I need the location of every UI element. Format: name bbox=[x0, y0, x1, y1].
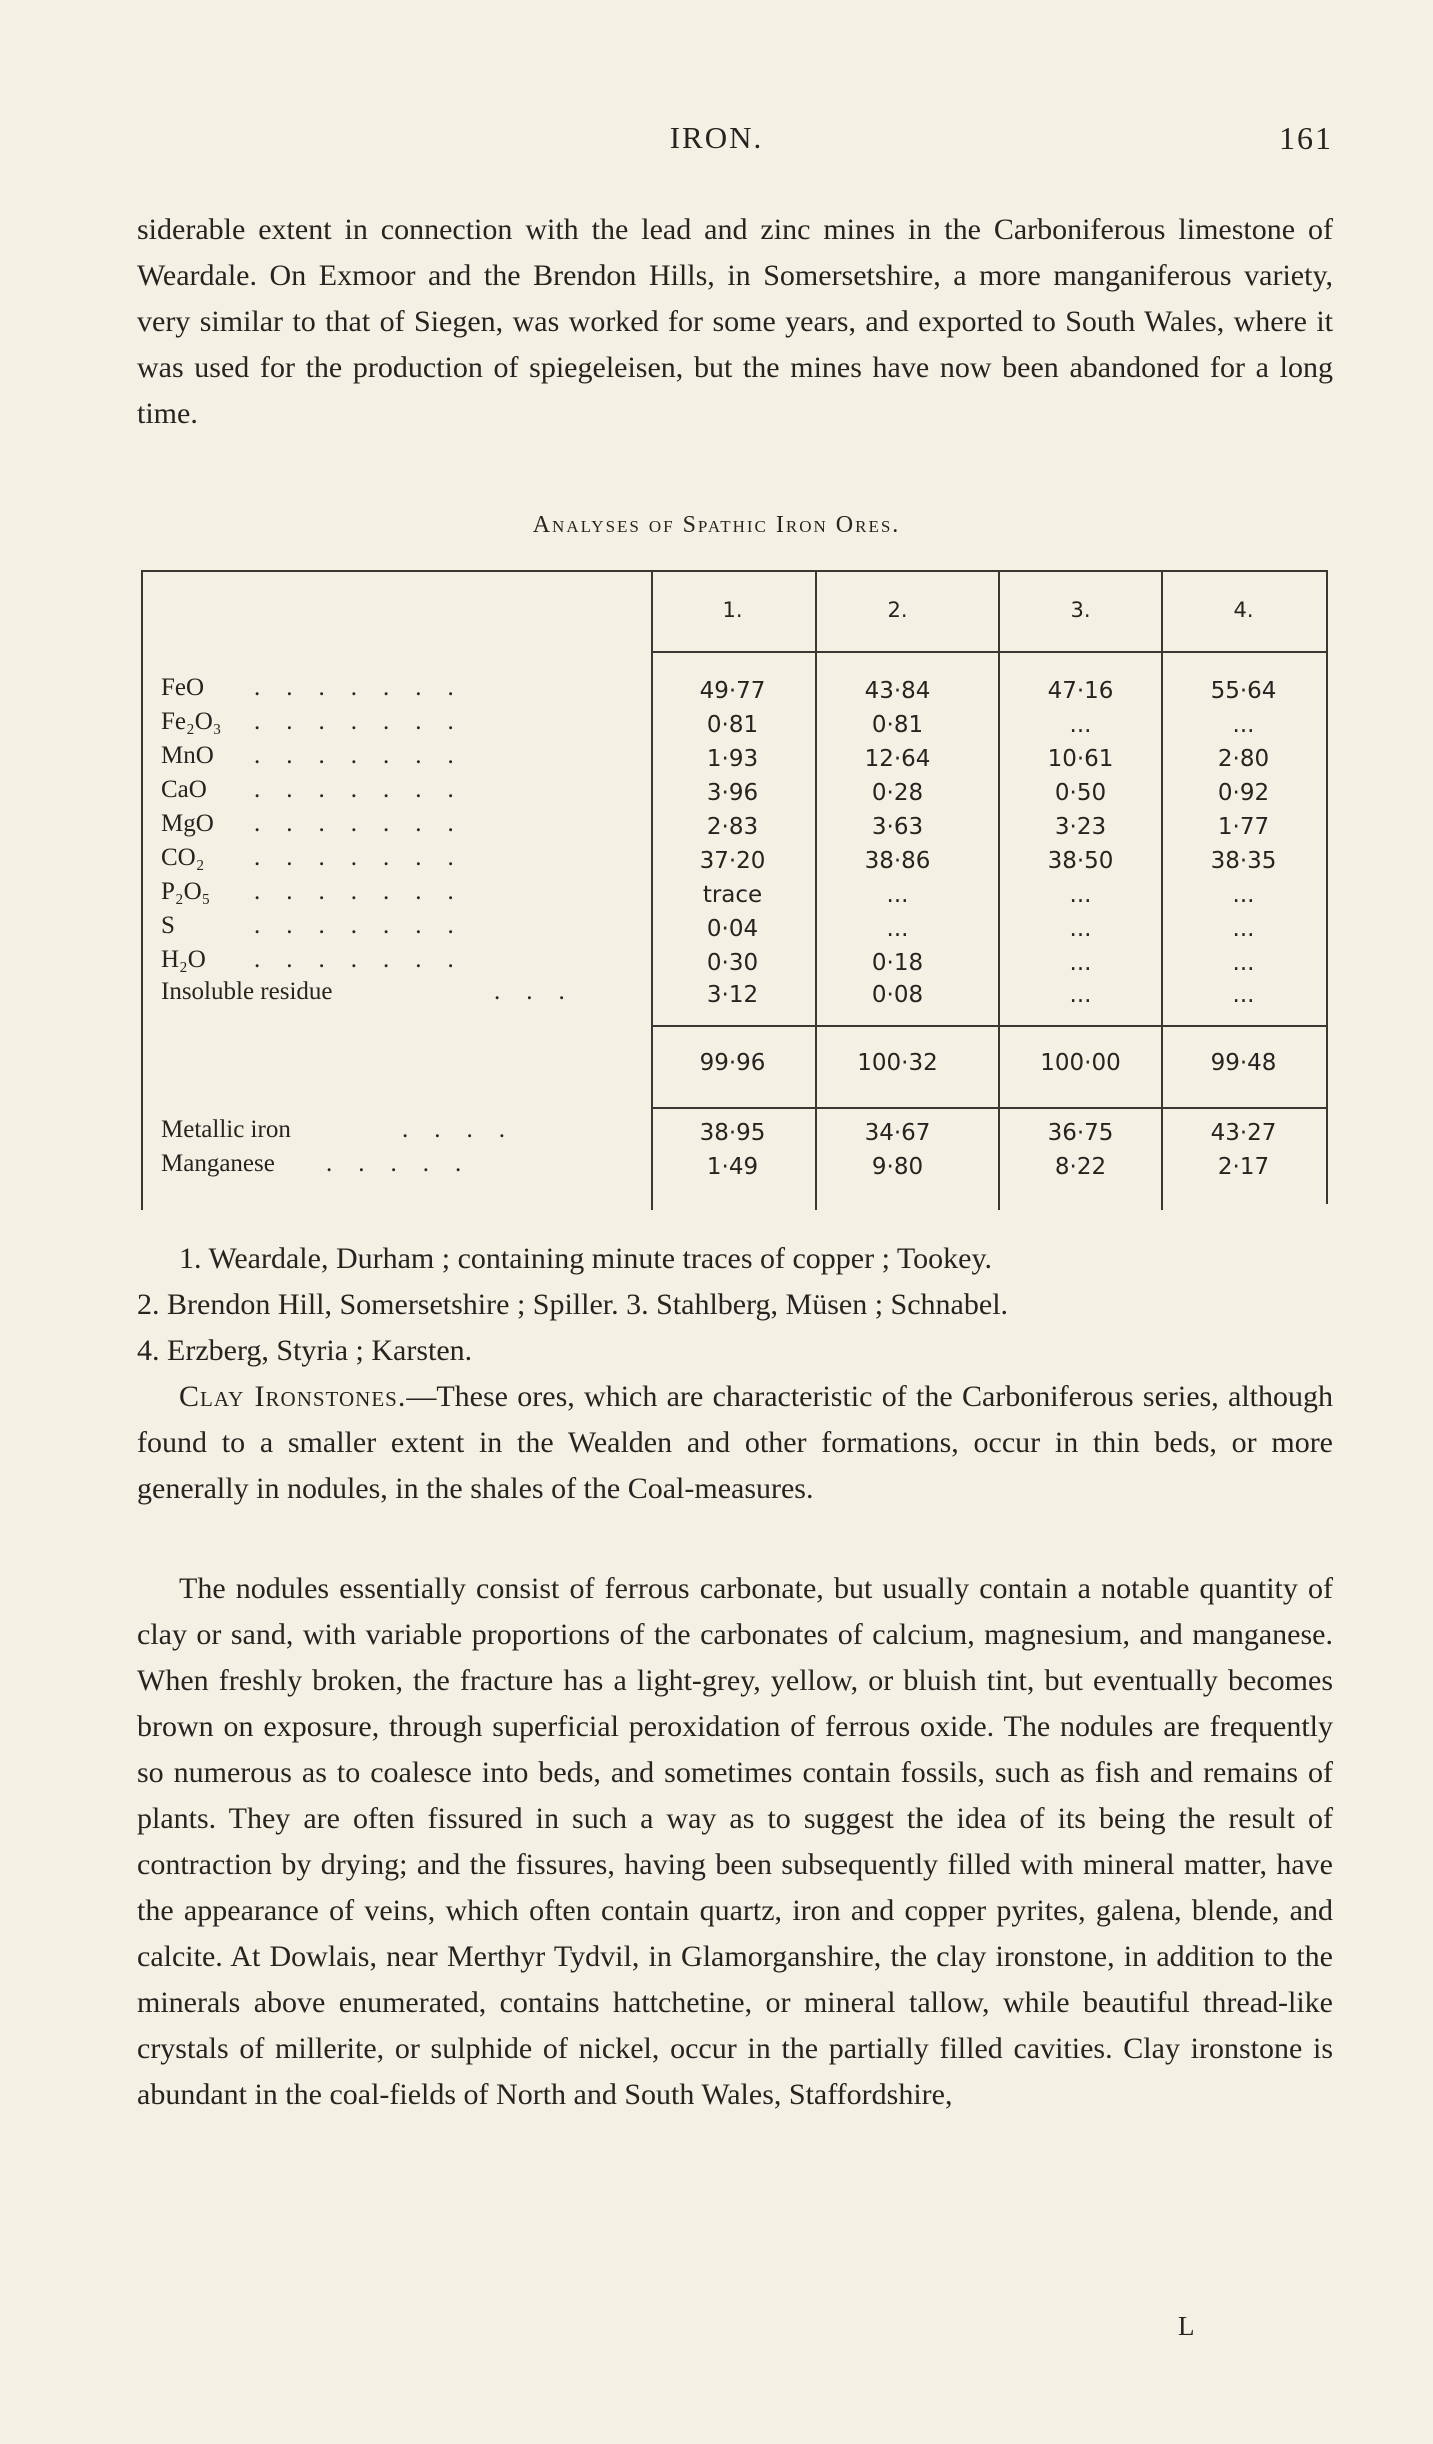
table-cell: ... bbox=[1069, 882, 1092, 908]
table-cell: ... bbox=[1232, 916, 1255, 942]
table-cell: 1·77 bbox=[1217, 814, 1270, 840]
table-cell: ... bbox=[886, 882, 909, 908]
table-cell: 38·35 bbox=[1210, 848, 1277, 874]
row-label-fe2o3: Fe₂O₃ bbox=[161, 708, 222, 735]
table-cell: 8·22 bbox=[1054, 1154, 1107, 1180]
table-sources bbox=[137, 1236, 1333, 1374]
row-leader: ....... bbox=[254, 844, 480, 871]
table-caption: Analyses of Spathic Iron Ores. bbox=[532, 512, 901, 538]
row-leader: ....... bbox=[254, 912, 480, 939]
total-cell: 100·32 bbox=[857, 1050, 938, 1076]
table-cell: 0·92 bbox=[1217, 780, 1270, 806]
table-top-rule bbox=[141, 570, 1327, 572]
row-leader: ....... bbox=[254, 878, 480, 905]
row-leader: .... bbox=[402, 1116, 531, 1143]
row-leader: ....... bbox=[254, 708, 480, 735]
table-cell: 2·17 bbox=[1217, 1154, 1270, 1180]
table-cell: 0·04 bbox=[706, 916, 759, 942]
row-label-cao: CaO bbox=[161, 776, 207, 803]
header-underline bbox=[651, 651, 1327, 653]
table-cell: 0·28 bbox=[871, 780, 924, 806]
table-cell: ... bbox=[1069, 950, 1092, 976]
table-cell: ... bbox=[886, 916, 909, 942]
row-label-p2o5: P₂O₅ bbox=[161, 878, 211, 905]
paragraph-2 bbox=[137, 1374, 1333, 1512]
total-cell: 99·48 bbox=[1210, 1050, 1277, 1076]
table-cell: 0·18 bbox=[871, 950, 924, 976]
table-cell: 47·16 bbox=[1047, 678, 1114, 704]
total-cell: 100·00 bbox=[1040, 1050, 1121, 1076]
table-cell: 0·81 bbox=[706, 712, 759, 738]
table-cell: 3·12 bbox=[706, 982, 759, 1008]
table-cell: 0·81 bbox=[871, 712, 924, 738]
table-cell: 38·50 bbox=[1047, 848, 1114, 874]
running-title: IRON. bbox=[669, 120, 764, 155]
source-line-1: 1. Weardale, Durham ; containing minute traces of copper ; Tookey. bbox=[179, 1242, 993, 1275]
signature-mark: L bbox=[1178, 2311, 1195, 2341]
table-cell: 34·67 bbox=[864, 1120, 931, 1146]
table-cell: 0·50 bbox=[1054, 780, 1107, 806]
total-rule bbox=[651, 1107, 1327, 1109]
table-cell: 3·63 bbox=[871, 814, 924, 840]
table-cell: ... bbox=[1069, 982, 1092, 1008]
row-label-mno: MnO bbox=[161, 742, 214, 769]
column-header-3: 3. bbox=[1070, 598, 1091, 622]
table-cell: 1·49 bbox=[706, 1154, 759, 1180]
source-line-3: 4. Erzberg, Styria ; Karsten. bbox=[137, 1334, 473, 1367]
paragraph-1: siderable extent in connection with the lead and zinc mines in the Carboniferous limestone of Weardale. On Exmoor and the Brendon Hills, in Somersetshire, a more manganiferous variety, very similar to that of Siegen, was worked for some years, and exported to South Wales, where it was used for the production of spiegeleisen, but the mines have now been abandoned for a long time. bbox=[137, 213, 1333, 430]
table-cell: 9·80 bbox=[871, 1154, 924, 1180]
source-line-2: 2. Brendon Hill, Somersetshire ; Spiller. 3. Stahlberg, Müsen ; Schnabel. bbox=[137, 1288, 1009, 1321]
table-cell: ... bbox=[1069, 712, 1092, 738]
table-cell: 43·27 bbox=[1210, 1120, 1277, 1146]
row-leader: ....... bbox=[254, 674, 480, 701]
section-heading: Clay Ironstones. bbox=[179, 1380, 407, 1413]
column-header-1: 1. bbox=[722, 598, 743, 622]
table-cell: 3·23 bbox=[1054, 814, 1107, 840]
row-label-manganese: Manganese bbox=[161, 1150, 275, 1177]
subtotal-rule bbox=[651, 1025, 1327, 1027]
table-cell: 38·95 bbox=[699, 1120, 766, 1146]
table-cell: ... bbox=[1232, 982, 1255, 1008]
row-leader: ....... bbox=[254, 776, 480, 803]
table-cell: 12·64 bbox=[864, 746, 931, 772]
row-leader: ..... bbox=[326, 1150, 488, 1177]
table-cell: 55·64 bbox=[1210, 678, 1277, 704]
table-cell: 1·93 bbox=[706, 746, 759, 772]
table-cell: ... bbox=[1232, 712, 1255, 738]
table-cell: ... bbox=[1232, 882, 1255, 908]
table-cell: 10·61 bbox=[1047, 746, 1114, 772]
row-leader: ....... bbox=[254, 946, 480, 973]
column-header-4: 4. bbox=[1233, 598, 1254, 622]
paragraph-2-text: —These ores, which are characteristic of the Carboniferous series, although found to a smaller extent in the Wealden and other formations, occur in thin beds, or more generally in nodules, in the shales of the Coal-measures. bbox=[137, 1380, 1333, 1505]
table-cell: ... bbox=[1232, 950, 1255, 976]
row-leader: ... bbox=[494, 978, 591, 1005]
row-label-insoluble-residue: Insoluble residue bbox=[161, 978, 333, 1005]
table-cell: 49·77 bbox=[699, 678, 766, 704]
table-cell: 3·96 bbox=[706, 780, 759, 806]
total-cell: 99·96 bbox=[699, 1050, 766, 1076]
table-cell: ... bbox=[1069, 916, 1092, 942]
row-leader: ....... bbox=[254, 742, 480, 769]
row-label-feo: FeO bbox=[161, 674, 205, 701]
table-left-rule bbox=[141, 570, 143, 1210]
table-cell: 38·86 bbox=[864, 848, 931, 874]
table-cell: 36·75 bbox=[1047, 1120, 1114, 1146]
table-cell: 2·83 bbox=[706, 814, 759, 840]
table-cell: 0·30 bbox=[706, 950, 759, 976]
row-leader: ....... bbox=[254, 810, 480, 837]
table-cell: 37·20 bbox=[699, 848, 766, 874]
row-label-mgo: MgO bbox=[161, 810, 214, 837]
table-cell: trace bbox=[702, 882, 763, 908]
column-header-2: 2. bbox=[887, 598, 908, 622]
page-number: 161 bbox=[1279, 120, 1333, 156]
row-label-s: S bbox=[161, 912, 175, 939]
row-label-metallic-iron: Metallic iron bbox=[161, 1116, 291, 1143]
running-head bbox=[0, 120, 1433, 160]
row-label-h2o: H₂O bbox=[161, 946, 206, 973]
row-label-co2: CO₂ bbox=[161, 844, 205, 871]
paragraph-3: The nodules essentially consist of ferrous carbonate, but usually contain a notable quantity of clay or sand, with variable proportions of the carbonates of calcium, magnesium, and manganese. When freshly broken, the fracture has a light-grey, yellow, or bluish tint, but eventually becomes brown on exposure, through superficial peroxidation of ferrous oxide. The nodules are frequently so numerous as to coalesce into beds, and sometimes contain fossils, such as fish and remains of plants. They are often fissured in such a way as to suggest the idea of its being the result of contraction by drying; and the fissures, having been subsequently filled with mineral matter, have the appearance of veins, which often contain quartz, iron and copper pyrites, galena, blende, and calcite. At Dowlais, near Merthyr Tydvil, in Glamorganshire, the clay ironstone, in addition to the minerals above enumerated, contains hattchetine, or mineral tallow, while beautiful thread-like crystals of millerite, or sulphide of nickel, occur in the partially filled cavities. Clay ironstone is abundant in the coal-fields of North and South Wales, Staffordshire, bbox=[137, 1572, 1333, 2111]
table-cell: 43·84 bbox=[864, 678, 931, 704]
table-cell: 0·08 bbox=[871, 982, 924, 1008]
table-cell: 2·80 bbox=[1217, 746, 1270, 772]
